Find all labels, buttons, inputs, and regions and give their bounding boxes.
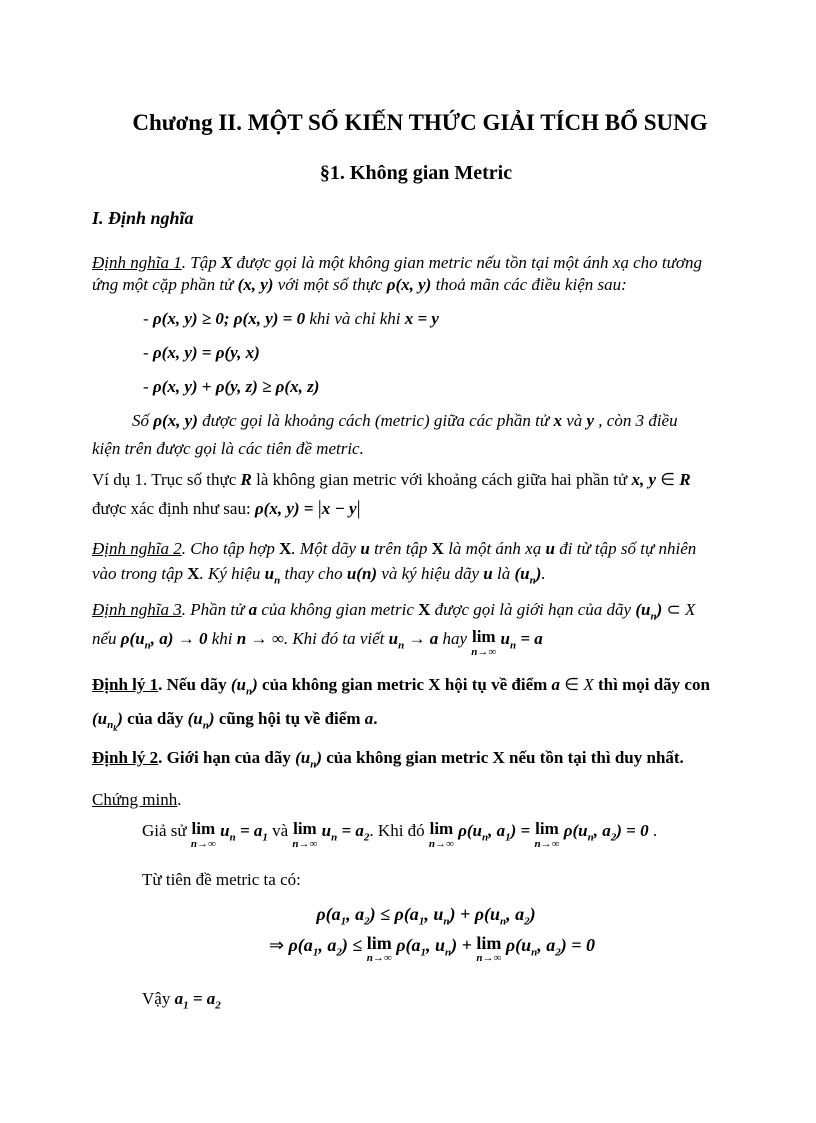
proof-line1: Giả sử lim n→∞ $u_n = a_1$ và lim n→∞ $u_n = a_2$. Khi đó lim n→∞ $\rho(u_n$, $a_1$) = lim n→∞ $\rho(u_n$, $a_2) = 0$ . [142, 819, 658, 850]
def1-line1: Định nghĩa 1. Tập X được gọi là một không gian metric nếu tồn tại một ánh xạ cho tương [92, 253, 702, 272]
proof-label: Chứng minh [92, 790, 178, 809]
thm1-line1: Định lý 1. Nếu dãy $(u_n)$ của không gian metric X hội tụ về điểm a ∈ X thì mọi dãy con [92, 675, 710, 698]
example1-line2: được xác định như sau: ρ(x, y) = |x − y| [92, 497, 361, 519]
proof-label-line: Chứng minh. [92, 790, 182, 809]
def2-line1: Định nghĩa 2. Cho tập hợp X. Một dãy u trên tập X là một ánh xạ u đi từ tập số tự nhiên [92, 539, 697, 558]
def1-line2: ứng một cặp phần tử (x, y) với một số thực ρ(x, y) thoả mãn các điều kiện sau: [92, 275, 627, 294]
proof-conclusion: Vậy $a_1 = a_2$ [142, 989, 221, 1012]
def3-line1: Định nghĩa 3. Phần tử a của không gian metric X được gọi là giới hạn của dãy $(u_n)$ ⊂ X [92, 600, 696, 623]
proof-inequality: $\rho(a_1$, $a_2) \le \rho(a_1$, $u_n) + \rho(u_n$, $a_2$) [316, 904, 536, 928]
def1-note-line2: kiện trên được gọi là các tiên đề metric. [92, 439, 364, 458]
limit-operator: lim n→∞ [471, 627, 497, 658]
section-title: §1. Không gian Metric [319, 162, 513, 184]
example1-line1: Ví dụ 1. Trục số thực R là không gian metric với khoảng cách giữa hai phần tử x, y ∈ R [92, 470, 691, 489]
proof-line2: Từ tiên đề metric ta có: [142, 870, 301, 889]
metric-axiom-3: - ρ(x, y) + ρ(y, z) ≥ ρ(x, z) [143, 377, 320, 396]
proof-limit-inequality: ⇒ $\rho(a_1$, $a_2$) ≤ lim n→∞ $\rho(a_1$, $u_n$) + lim n→∞ $\rho(u_n$, $a_2) = 0$ [268, 933, 596, 964]
def3-label: Định nghĩa 3 [92, 600, 182, 619]
def2-line2: vào trong tập X. Ký hiệu $u_n$ thay cho u(n) và ký hiệu dãy u là $(u_n)$. [92, 564, 546, 587]
thm1-line2: $(u_{n_k})$ của dãy $(u_n)$ cũng hội tụ về điểm a. [92, 709, 378, 734]
metric-axiom-1: - ρ(x, y) ≥ 0; ρ(x, y) = 0 khi và chỉ khi x = y [143, 309, 439, 328]
thm2-line: Định lý 2. Giới hạn của dãy $(u_n)$ của không gian metric X nếu tồn tại thì duy nhất. [92, 748, 684, 771]
def3-line2: nếu $\rho(u_n$, a) → 0 khi n → ∞. Khi đó ta viết $u_n \to a$ hay lim n→∞ $u_n = a$ [92, 627, 543, 658]
def1-label: Định nghĩa 1 [92, 253, 182, 272]
metric-axiom-2: - ρ(x, y) = ρ(y, x) [143, 343, 260, 362]
section-heading: I. Định nghĩa [92, 208, 194, 228]
def1-note-line1: Số ρ(x, y) được gọi là khoảng cách (metric) giữa các phần tử x và y , còn 3 điều [132, 411, 678, 430]
thm1-label: Định lý 1 [92, 675, 159, 694]
thm2-label: Định lý 2 [92, 748, 159, 767]
def2-label: Định nghĩa 2 [92, 539, 182, 558]
chapter-title: Chương II. MỘT SỐ KIẾN THỨC GIẢI TÍCH BỔ SUNG [132, 110, 708, 135]
